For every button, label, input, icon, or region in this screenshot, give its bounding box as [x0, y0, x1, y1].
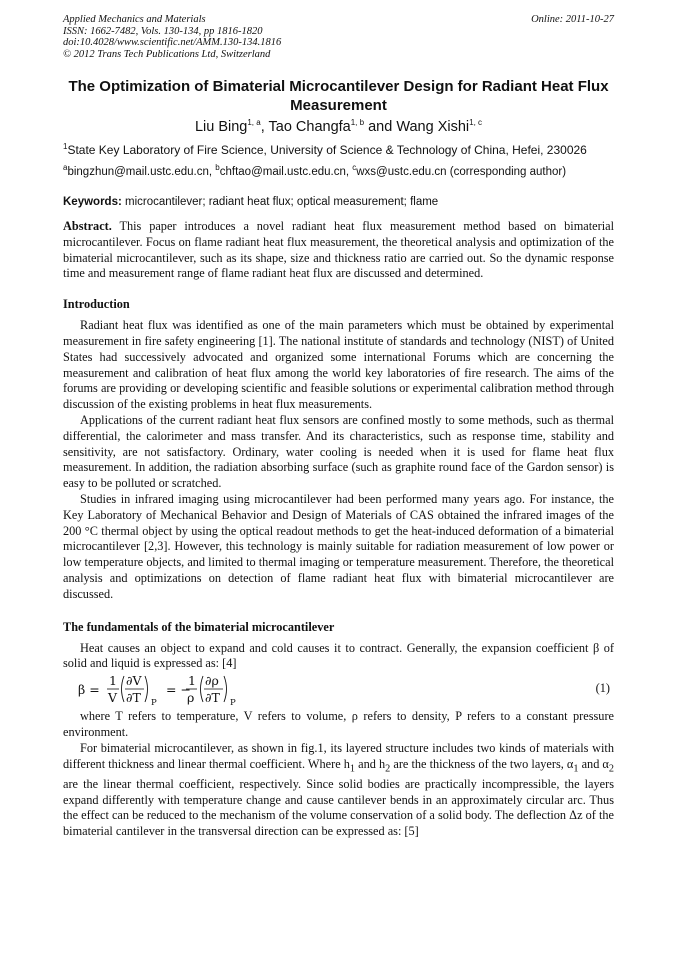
paragraph: Radiant heat flux was identified as one of the main parameters which must be obtained by experimental measurement in fire safety engineering [1]. The national institute of standards and technology (NIST) of United States had successively advocated and organized some international Forums which are concerning the measurement and calibration of heat flux among the world key laboratories of fire research. The aims of the forums are providing or developing scientific and feasible solutions or experimental calibration method through discussion of the existing problems in heat flux measurements.	[63, 318, 614, 412]
subscript: 1	[573, 762, 579, 774]
online-date: Online: 2011-10-27	[531, 14, 614, 25]
paragraph-text: are the thickness of the two layers, α	[390, 756, 574, 771]
eq-dV: ∂V	[126, 673, 142, 689]
eq-beta: β =	[78, 682, 100, 698]
eq-subscript-P: P	[230, 698, 236, 708]
eq-dT: ∂T	[126, 690, 141, 706]
keywords-text: microcantilever; radiant heat flux; optical measurement; flame	[121, 196, 439, 208]
paper-title: The Optimization of Bimaterial Microcantilever Design for Radiant Heat Flux Measurement	[68, 78, 609, 114]
email-superscript: c	[352, 163, 357, 173]
author-list	[63, 119, 614, 135]
paper-page	[63, 14, 614, 840]
eq-dT: ∂T	[205, 690, 220, 706]
subscript: 2	[608, 762, 615, 774]
paragraph-text: are the linear thermal coefficient, respectively. Since solid bodies are practically incompressible, the layers expand differently with temperature change and cause cantilever bends in an approximately circular arc. Thus the effect can be reduced to the mechanism of the volume conservation of a solid body. The deflection Δz of the bimaterial cantilever in the transversal direction can be expressed as: [5]	[63, 776, 614, 839]
author-superscript: 1, c	[469, 118, 483, 128]
author-name: Wang Xishi	[396, 119, 470, 135]
email-superscript: b	[215, 163, 220, 173]
journal-name: Applied Mechanics and Materials	[63, 14, 206, 25]
affiliation	[63, 143, 614, 157]
email-address[interactable]: chftao@mail.ustc.edu.cn	[219, 166, 346, 178]
paragraph: Applications of the current radiant heat flux sensors are confined mostly to some methods, such as thermal differential, the calorimeter and mass transfer. And its characteristics, such as response time, stability and sensitivity, are not satisfactory. Ordinary, water cooling is needed when it is used for flame heat flux measurement. In addition, the radiation absorbing surface (such as graphite round face of the Gardon sensor) is easy to be polluted or scratched.	[63, 412, 614, 491]
paragraph-text: where T refers to temperature, V refers to volume, ρ refers to density, P refers to a constant pressure environment.	[63, 709, 614, 739]
paragraph	[63, 709, 614, 741]
eq-left-paren	[122, 676, 125, 702]
abstract-label: Abstract.	[63, 219, 112, 233]
equation-number: (1)	[595, 681, 610, 696]
author-superscript: 1, a	[247, 118, 261, 128]
abstract	[63, 219, 614, 282]
paragraph: Heat causes an object to expand and cold causes it to contract. Generally, the expansion coefficient β of solid and liquid is expressed as: [4]	[63, 640, 614, 671]
section-heading-introduction: Introduction	[63, 297, 130, 312]
affiliation-text: State Key Laboratory of Fire Science, University of Science & Technology of China, Hefei, 230026	[67, 143, 587, 157]
author-name: Tao Changfa	[268, 119, 351, 135]
email-address[interactable]: wxs@ustc.edu.cn (corresponding author)	[356, 166, 567, 178]
affiliation-superscript: 1	[63, 142, 68, 151]
fundamentals-section	[63, 641, 614, 840]
keywords-label: Keywords:	[63, 196, 122, 208]
copyright-line: © 2012 Trans Tech Publications Ltd, Switzerland	[63, 48, 271, 60]
eq-subscript-P: P	[151, 698, 157, 708]
eq-drho: ∂ρ	[205, 673, 219, 689]
section-heading-fundamentals: The fundamentals of the bimaterial microcantilever	[63, 619, 335, 634]
paragraph-text: and h	[355, 756, 386, 771]
journal-header	[63, 14, 614, 60]
paragraph-text: and α	[578, 756, 609, 771]
eq-right-paren	[145, 676, 148, 702]
eq-rho: ρ	[187, 690, 195, 706]
subscript: 2	[385, 762, 391, 774]
author-separator: ,	[260, 119, 269, 135]
author-superscript: 1, b	[350, 118, 365, 128]
paragraph	[63, 741, 614, 840]
email-superscript: a	[63, 163, 68, 173]
paragraph-text: For bimaterial microcantilever, as shown in fig.1, its layered structure includes two kinds of materials with different thickness and linear thermal coefficient. Where h	[63, 740, 614, 771]
email-list: $^a$bingzhun@mail.ustc.edu.cn, $^b$chftao@mail.ustc.edu.cn, $^c$wxs@ustc.edu.cn (corresponding author)	[63, 163, 567, 178]
equation-1	[63, 673, 614, 707]
author-name: Liu Bing	[194, 119, 248, 135]
author-and: and	[364, 119, 397, 135]
email-address[interactable]: bingzhun@mail.ustc.edu.cn	[67, 166, 209, 178]
eq-equals-minus: = −	[166, 682, 191, 698]
equation-formula	[78, 673, 258, 707]
doi-line: doi:10.4028/www.scientific.net/AMM.130-134.1816	[63, 37, 282, 48]
issn-line: ISSN: 1662-7482, Vols. 130-134, pp 1816-1820	[63, 25, 263, 37]
abstract-text: This paper introduces a novel radiant heat flux measurement method based on bimaterial microcantilever. Focus on flame radiant heat flux measurement, the theoretical analysis and optimization of the bimaterial microcantilever, such as its shape, size and thickness ratio are carried out. So the dynamic response time and measurement range of flame radiant heat flux are discussed and determined.	[63, 219, 614, 281]
introduction-section	[63, 318, 614, 602]
keywords	[63, 196, 614, 208]
eq-one: 1	[188, 673, 196, 689]
eq-right-paren	[224, 676, 227, 702]
eq-left-paren	[201, 676, 204, 702]
eq-V: V	[108, 690, 118, 706]
subscript: 1	[349, 762, 356, 774]
paragraph: Studies in infrared imaging using microcantilever had been performed many years ago. For instance, the Key Laboratory of Mechanical Behavior and Design of Materials of CAS obtained the infrared images of the 200 °C thermal object by using the optical readout methods to get the heat-induced deformation of a bimaterial microcantilever [2,3]. However, this technology is mainly suitable for radiation measurement of low power or low temperature objects, and limited to thermal imaging or temperature measurement. Therefore, the theoretical analysis and optimizations on detection of flame radiant heat flux with bimaterial microcantilever are discussed.	[63, 491, 614, 601]
eq-one: 1	[109, 673, 117, 689]
